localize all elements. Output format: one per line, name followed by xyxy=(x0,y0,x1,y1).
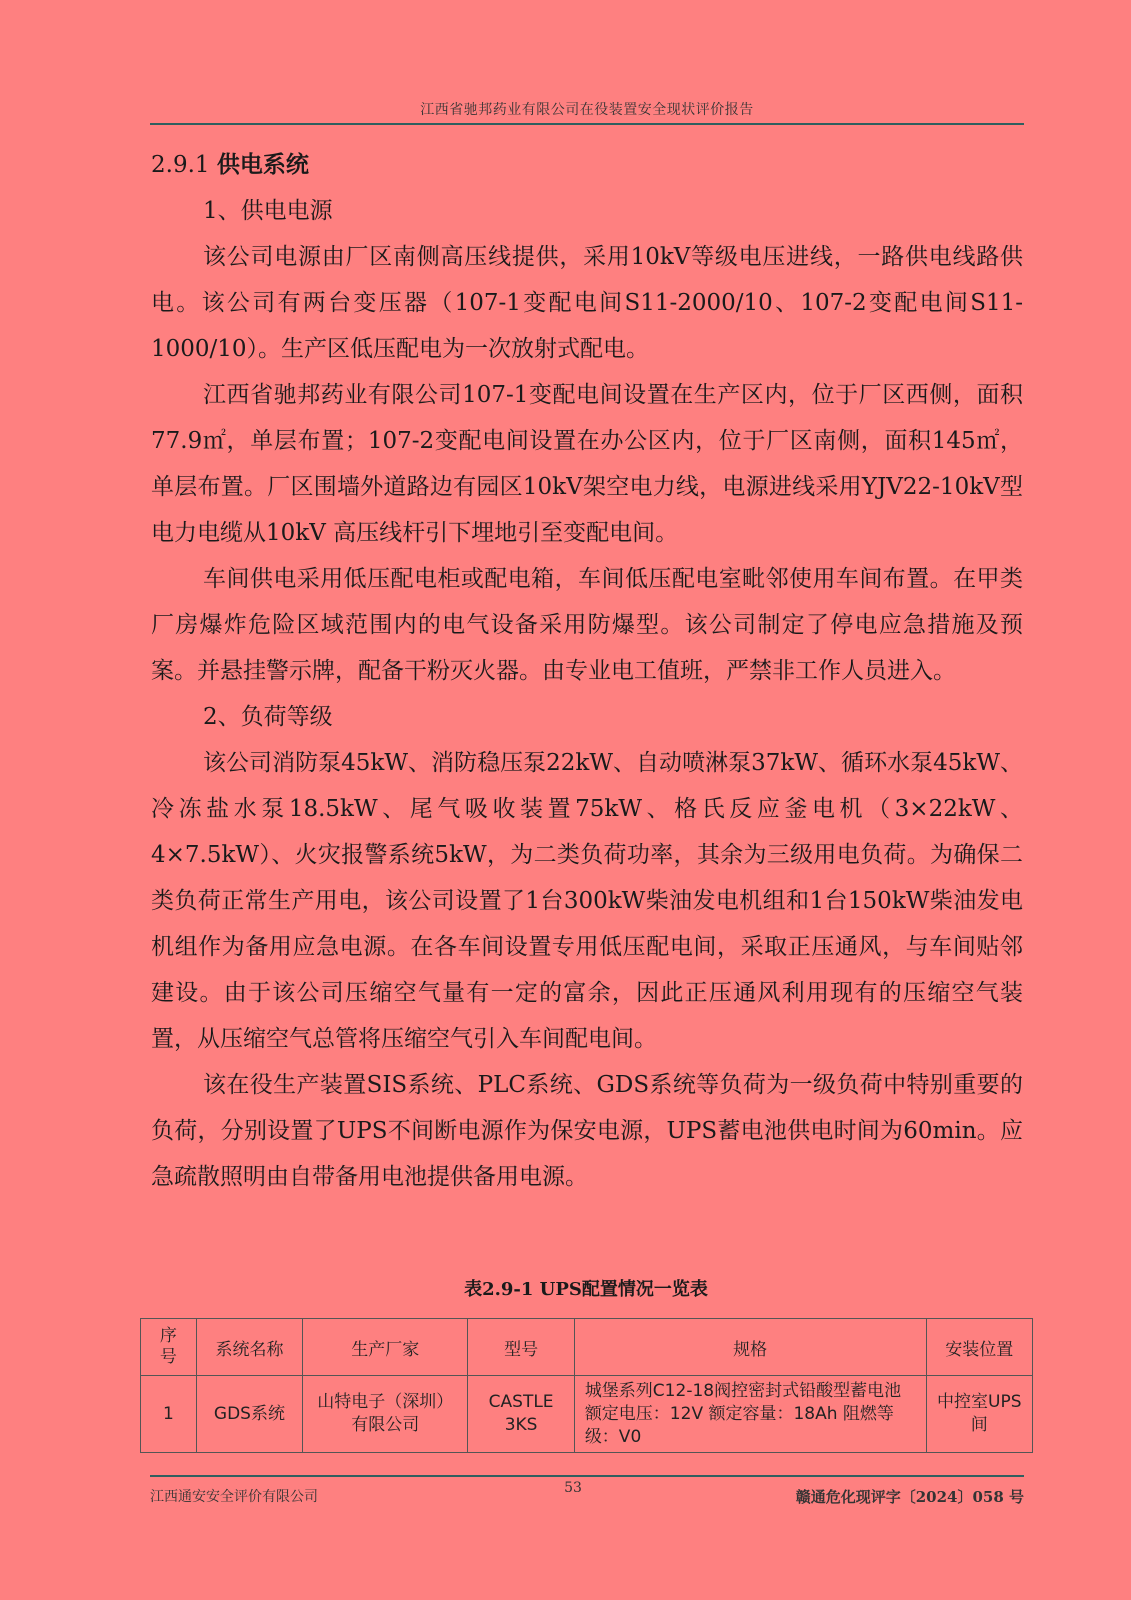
header-divider xyxy=(150,123,1024,125)
cell-maker: 山特电子（深圳）有限公司 xyxy=(303,1376,468,1453)
paragraph: 江西省驰邦药业有限公司107-1变配电间设置在生产区内，位于厂区西侧，面积77.9㎡，单层布置；107-2变配电间设置在办公区内，位于厂区南侧，面积145㎡，单层布置。厂区围墙外道路边有园区10kV架空电力线，电源进线采用YJV22-10kV型电力电缆从10kV 高压线杆引下埋地引至变配电间。 xyxy=(151,382,1023,546)
cell-model: CASTLE 3KS xyxy=(468,1376,574,1453)
section-heading xyxy=(151,142,1023,188)
cell-seq: 1 xyxy=(141,1376,197,1453)
header-spec: 规格 xyxy=(574,1319,926,1376)
header-maker: 生产厂家 xyxy=(303,1319,468,1376)
section-title: 供电系统 xyxy=(216,152,309,178)
paragraph: 该公司电源由厂区南侧高压线提供，采用10kV等级电压进线，一路供电线路供电。该公司有两台变压器（107-1变配电间S11-2000/10、107-2变配电间S11-1000/10）。生产区低压配电为一次放射式配电。 xyxy=(151,244,1023,362)
footer-company: 江西通安安全评价有限公司 xyxy=(150,1489,318,1505)
paragraph: 车间供电采用低压配电柜或配电箱，车间低压配电室毗邻使用车间布置。在甲类厂房爆炸危险区域范围内的电气设备采用防爆型。该公司制定了停电应急措施及预案。并悬挂警示牌，配备干粉灭火器。由专业电工值班，严禁非工作人员进入。 xyxy=(151,566,1023,684)
header-seq: 序号 xyxy=(141,1319,197,1376)
body-content xyxy=(151,142,1023,1200)
header-system: 系统名称 xyxy=(196,1319,302,1376)
paragraph: 该公司消防泵45kW、消防稳压泵22kW、自动喷淋泵37kW、循环水泵45kW、冷冻盐水泵18.5kW、尾气吸收装置75kW、格氏反应釜电机（3×22kW、4×7.5kW）、火灾报警系统5kW，为二类负荷功率，其余为三级用电负荷。为确保二类负荷正常生产用电，该公司设置了1台300kW柴油发电机组和1台150kW柴油发电机组作为备用应急电源。在各车间设置专用低压配电间，采取正压通风，与车间贴邻建设。由于该公司压缩空气量有一定的富余，因此正压通风利用现有的压缩空气装置，从压缩空气总管将压缩空气引入车间配电间。 xyxy=(151,750,1023,1052)
header-model: 型号 xyxy=(468,1319,574,1376)
subsection-power-source: 1、供电电源 xyxy=(203,198,333,224)
cell-location: 中控室UPS间 xyxy=(926,1376,1032,1453)
subsection-load-level: 2、负荷等级 xyxy=(203,704,333,730)
cell-system: GDS系统 xyxy=(196,1376,302,1453)
footer-divider xyxy=(150,1475,1024,1477)
footer-doc-number: 赣通危化现评字〔2024〕058 号 xyxy=(795,1488,1024,1506)
table-caption: 表2.9-1 UPS配置情况一览表 xyxy=(464,1279,708,1300)
page-header-title: 江西省驰邦药业有限公司在役装置安全现状评价报告 xyxy=(420,102,754,118)
section-number: 2.9.1 xyxy=(151,152,210,178)
page-number: 53 xyxy=(564,1480,582,1496)
header-location: 安装位置 xyxy=(926,1319,1032,1376)
paragraph: 该在役生产装置SIS系统、PLC系统、GDS系统等负荷为一级负荷中特别重要的负荷，分别设置了UPS不间断电源作为保安电源，UPS蓄电池供电时间为60min。应急疏散照明由自带备用电池提供备用电源。 xyxy=(151,1072,1023,1190)
cell-spec: 城堡系列C12-18阀控密封式铅酸型蓄电池 额定电压：12V 额定容量：18Ah 阻燃等级：V0 xyxy=(574,1376,926,1453)
table-header-row xyxy=(141,1319,1033,1376)
table-row xyxy=(141,1376,1033,1453)
ups-config-table xyxy=(140,1318,1033,1453)
